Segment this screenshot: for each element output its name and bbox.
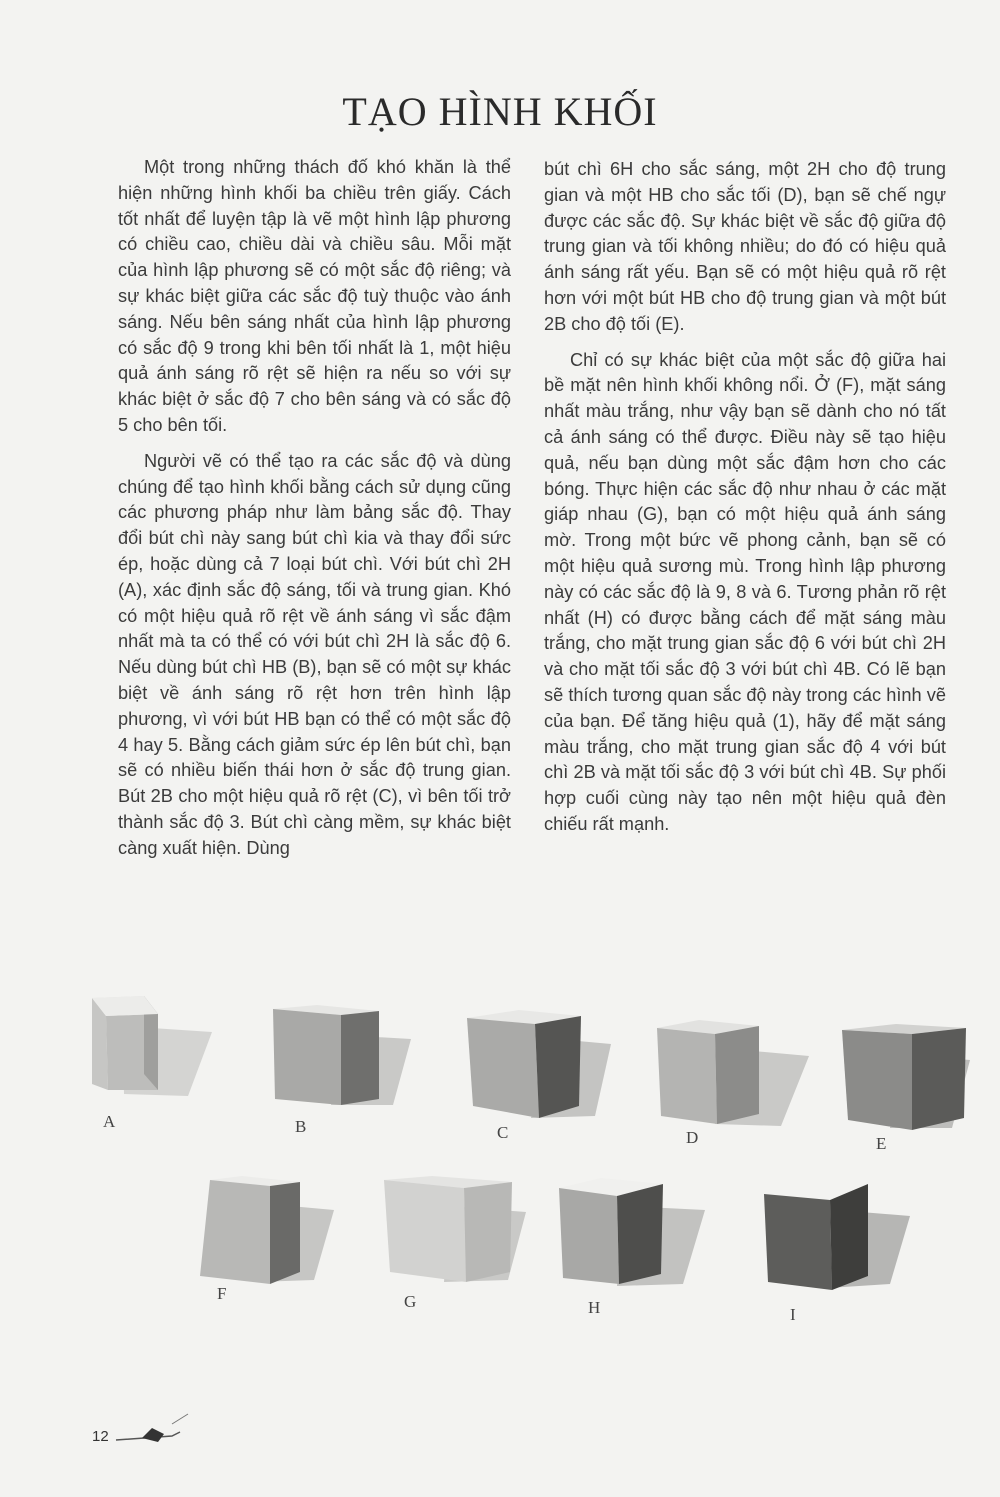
cube-illustration-b <box>271 1005 421 1115</box>
cube-label-c: C <box>497 1123 509 1142</box>
cube-label-d: D <box>686 1128 699 1147</box>
page-title: TẠO HÌNH KHỐI <box>342 89 658 134</box>
paragraph: Người vẽ có thể tạo ra các sắc độ và dùng chúng để tạo hình khối bằng cách sử dụng cũng các phương pháp như làm bảng sắc độ. Thay đổi bút chì này sang bút chì kia và thay đổi sức ép, hoặc dùng cả 7 loại bút chì. Với bút chì 2H (A), xác định sắc độ sáng, tối và trung gian. Khó có một hiệu quả rõ rệt về ánh sáng vì sắc đậm nhất mà ta có thể có với bút chì 2H là sắc độ 6. Nếu dùng bút chì HB (B), bạn sẽ có một sự khác biệt về ánh sáng rõ rệt hơn trên hình lập phương, vì với bút HB bạn có thể có một sắc độ 4 hay 5. Bằng cách giảm sức ép lên bút chì, bạn sẽ có nhiều biến thái hơn ở sắc độ trung gian. Bút 2B cho một hiệu quả rõ rệt (C), vì bên tối trở thành sắc độ 3. Bút chì càng mềm, sự khác biệt càng xuất hiện. Dùng <box>118 450 511 858</box>
cube-illustration-a <box>84 996 234 1106</box>
text-column-left <box>118 155 511 872</box>
cube-label-a: A <box>103 1112 116 1131</box>
cube-illustration-f <box>198 1176 348 1286</box>
cube-illustration-g <box>380 1176 530 1286</box>
pencil-ornament-icon <box>112 1410 192 1455</box>
cube-label-i: I <box>790 1305 796 1324</box>
paragraph: Chỉ có sự khác biệt của một sắc độ giữa hai bề mặt nên hình khối không nổi. Ở (F), mặt sáng nhất màu trắng, như vậy bạn sẽ dành cho nó tất cả ánh sáng có thể được. Điều này sẽ tạo hiệu quả, nếu bạn dùng một sắc đậm hơn cho các bóng. Thực hiện các sắc độ như nhau ở các mặt giáp nhau (G), bạn có một hiệu quả ánh sáng mờ. Trong một bức vẽ phong cảnh, bạn sẽ có một hiệu quả sương mù. Trong hình lập phương này có các sắc độ là 9, 8 và 6. Tương phản rõ rệt nhất (H) có được bằng cách để mặt sáng màu trắng, cho mặt trung gian sắc độ 6 với bút chì 2H và cho mặt tối sắc độ 3 với bút chì 4B. Có lẽ bạn sẽ thích tương quan sắc độ này trong các hình vẽ của bạn. Để tăng hiệu quả (1), hãy để mặt sáng màu trắng, cho mặt trung gian sắc độ 4 với bút chì 2B và mặt tối sắc độ 3 với bút chì 4B. Sự phối hợp cuối cùng này tạo nên một hiệu quả đèn chiếu rất mạnh. <box>544 349 946 834</box>
page-number: 12 <box>92 1428 109 1445</box>
cube-illustration-d <box>655 1020 805 1130</box>
cube-illustration-h <box>555 1178 705 1288</box>
text-column-right <box>544 157 946 848</box>
cube-illustration-i <box>760 1180 910 1290</box>
cube-illustration-e <box>840 1024 990 1134</box>
cube-label-e: E <box>876 1134 887 1153</box>
cube-label-h: H <box>588 1298 601 1317</box>
cube-label-b: B <box>295 1117 307 1136</box>
cube-illustration-c <box>465 1010 615 1120</box>
cube-label-f: F <box>217 1284 227 1303</box>
cube-label-g: G <box>404 1292 417 1311</box>
paragraph: bút chì 6H cho sắc sáng, một 2H cho độ trung gian và một HB cho sắc tối (D), bạn sẽ chế ngự được các sắc độ. Sự khác biệt về sắc độ giữa độ trung gian và tối không nhiều; do đó có hiệu quả ánh sáng rất yếu. Bạn sẽ có một hiệu quả rõ rệt hơn với một bút HB cho độ trung gian và một bút 2B cho độ tối (E). <box>544 159 946 334</box>
paragraph: Một trong những thách đố khó khăn là thể hiện những hình khối ba chiều trên giấy. Cách tốt nhất để luyện tập là vẽ một hình lập phương có chiều cao, chiều dài và chiều sâu. Mỗi mặt của hình lập phương sẽ có một sắc độ riêng; và sự khác biệt giữa các sắc độ tuỳ thuộc vào ánh sáng. Nếu bên sáng nhất của hình lập phương có sắc độ 9 trong khi bên tối nhất là 1, một hiệu quả ánh sáng rõ rệt sẽ hiện ra nếu so với sự khác biệt ở sắc độ 7 cho bên sáng và có sắc độ 5 cho bên tối. <box>118 157 511 435</box>
